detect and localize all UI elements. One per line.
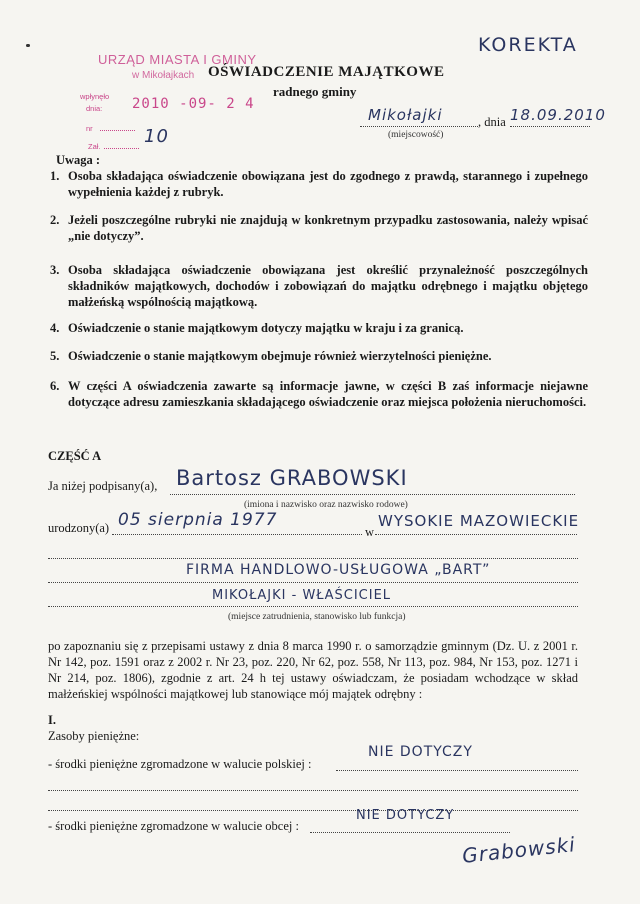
note-5-text: Oświadczenie o stanie majątkowym obejmuje również wierzytelności pieniężne. — [68, 349, 492, 363]
employment-line1: FIRMA HANDLOWO-USŁUGOWA „BART” — [186, 562, 491, 578]
date-value: 18.09.2010 — [510, 106, 606, 124]
stamp-zal-line — [104, 148, 139, 149]
signed-line — [170, 494, 575, 495]
section-1-numeral: I. — [48, 713, 56, 727]
stamp-received-date: 2010 -09- 2 4 — [132, 96, 255, 112]
scan-speck — [26, 44, 30, 47]
blank-line — [48, 558, 578, 559]
note-2-number: 2. — [50, 213, 60, 227]
stamp-received-label2: dnia: — [86, 104, 103, 113]
note-6-text: W części A oświadczenia zawarte są informacje jawne, w części B zaś informacje niejawne dotyczące adresu zamieszkania składającego oświadczenie oraz miejsca położenia nieruchomości. — [68, 379, 588, 409]
foreign-value: NIE DOTYCZY — [356, 808, 455, 823]
born-in-label: w — [365, 525, 375, 539]
signature: Grabowski — [461, 832, 577, 868]
employment-caption: (miejsce zatrudnienia, stanowisko lub funkcja) — [228, 612, 406, 622]
place-caption: (miejscowość) — [388, 130, 444, 140]
section-1-heading: Zasoby pieniężne: — [48, 729, 140, 743]
note-6-number: 6. — [50, 379, 60, 393]
born-place-line — [375, 534, 577, 535]
pln-label: - środki pieniężne zgromadzone w walucie polskiej : — [48, 757, 312, 771]
note-5-number: 5. — [50, 349, 60, 363]
name-caption: (imiona i nazwisko oraz nazwisko rodowe) — [244, 500, 408, 510]
note-1-number: 1. — [50, 169, 60, 183]
stamp-received-label1: wpłynęło — [80, 92, 110, 101]
foreign-label: - środki pieniężne zgromadzone w walucie obcej : — [48, 819, 299, 833]
date-line — [510, 126, 590, 127]
notes-heading: Uwaga : — [56, 153, 101, 167]
pln-line — [336, 770, 578, 771]
note-4-text: Oświadczenie o stanie majątkowym dotyczy majątku w kraju i za granicą. — [68, 321, 464, 335]
stamp-handwritten-number: 10 — [144, 126, 169, 147]
stamp-nr-label: nr — [86, 124, 93, 133]
place-line — [360, 126, 478, 127]
document-subtitle: radnego gminy — [273, 84, 357, 99]
date-label: , dnia — [478, 115, 506, 129]
correction-mark: KOREKTA — [478, 34, 578, 56]
pln-line-3 — [48, 810, 578, 811]
stamp-office-line2: w Mikołajkach — [132, 70, 195, 81]
pln-value: NIE DOTYCZY — [368, 744, 473, 760]
stamp-zal-label: Zał. — [88, 142, 101, 151]
pln-line-2 — [48, 790, 578, 791]
born-date: 05 sierpnia 1977 — [118, 510, 278, 530]
part-a-heading: CZĘŚĆ A — [48, 449, 102, 463]
statement-text: po zapoznaniu się z przepisami ustawy z dnia 8 marca 1990 r. o samorządzie gminnym (Dz. U. z 2001 r. Nr 142, poz. 1591 oraz z 2002 r. Nr 23, poz. 220, Nr 62, poz. 558, Nr 113, poz. 984, Nr 153, poz. 1271 i Nr 214, poz. 1806), zgodnie z art. 24 h tej ustawy oświadczam, że posiadam wchodzące w skład małżeńskiej wspólności majątkowej lub stanowiące mój majątek odrębny : — [48, 639, 578, 701]
employment-line2-rule — [48, 606, 578, 607]
employment-line1-rule — [48, 582, 578, 583]
born-label: urodzony(a) — [48, 521, 110, 535]
stamp-nr-line — [100, 130, 135, 131]
employment-line2: MIKOŁAJKI - WŁAŚCICIEL — [212, 588, 392, 603]
note-4-number: 4. — [50, 321, 60, 335]
note-2-text: Jeżeli poszczególne rubryki nie znajdują w konkretnym przypadku zastosowania, należy wpisać „nie dotyczy”. — [68, 213, 588, 243]
foreign-line — [310, 832, 510, 833]
born-date-line — [112, 534, 362, 535]
stamp-office-line1: URZĄD MIASTA I GMINY — [98, 52, 257, 67]
note-3-text: Osoba składająca oświadczenie obowiązana jest określić przynależność poszczególnych składników majątkowych, dochodów i zobowiązań do majątku odrębnego i majątku objętego małżeńską wspólnością majątkową. — [68, 263, 588, 309]
note-3-number: 3. — [50, 263, 60, 277]
signed-value: Bartosz GRABOWSKI — [176, 466, 408, 490]
born-place: WYSOKIE MAZOWIECKIE — [378, 512, 580, 530]
place-value: Mikołajki — [368, 106, 443, 124]
document-title: OŚWIADCZENIE MAJĄTKOWE — [208, 64, 445, 80]
note-1-text: Osoba składająca oświadczenie obowiązana jest do zgodnego z prawdą, starannego i zupełnego wypełnienia każdej z rubryk. — [68, 169, 588, 199]
signed-label: Ja niżej podpisany(a), — [48, 479, 158, 493]
